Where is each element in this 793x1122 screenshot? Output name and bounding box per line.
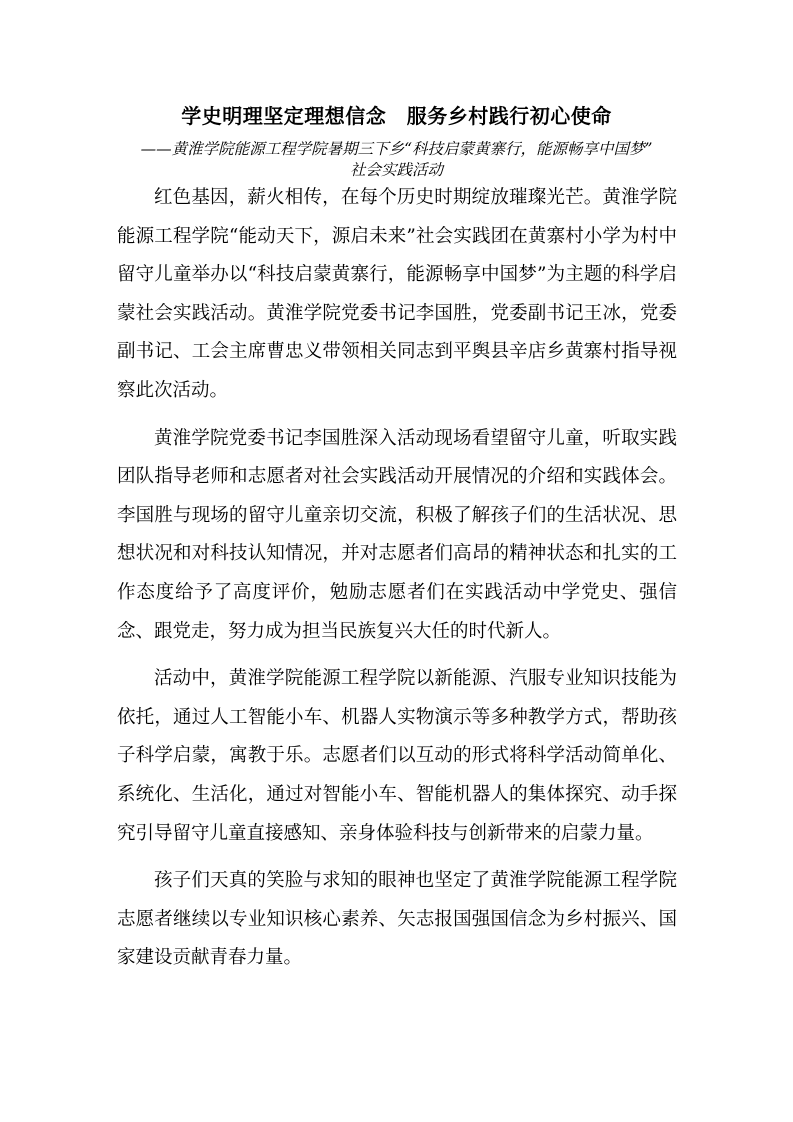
document-body: [117, 179, 677, 987]
document-subtitle-line1: ——黄淮学院能源工程学院暑期三下乡“科技启蒙黄寨行，能源畅享中国梦”: [140, 140, 653, 158]
document-subtitle-line2: 社会实践活动: [349, 161, 443, 179]
document-title: 学史明理坚定理想信念 服务乡村践行初心使命: [181, 104, 612, 128]
body-paragraph-4: 孩子们天真的笑脸与求知的眼神也坚定了黄淮学院能源工程学院志愿者继续以专业知识核心素养、矢志报国强国信念为乡村振兴、国家建设贡献青春力量。: [117, 870, 677, 969]
body-paragraph-1: 红色基因，薪火相传，在每个历史时期绽放璀璨光芒。黄淮学院能源工程学院“能动天下，源启未来”社会实践团在黄寨村小学为村中留守儿童举办以“科技启蒙黄寨行，能源畅享中国梦”为主题的科学启蒙社会实践活动。黄淮学院党委书记李国胜，党委副书记王冰，党委副书记、工会主席曹忠义带领相关同志到平舆县辛店乡黄寨村指导视察此次活动。: [117, 187, 677, 401]
body-paragraph-3: 活动中，黄淮学院能源工程学院以新能源、汽服专业知识技能为依托，通过人工智能小车、机器人实物演示等多种教学方式，帮助孩子科学启蒙，寓教于乐。志愿者们以互动的形式将科学活动简单化、系统化、生活化，通过对智能小车、智能机器人的集体探究、动手探究引导留守儿童直接感知、亲身体验科技与创新带来的启蒙力量。: [117, 668, 677, 844]
body-paragraph-2: 黄淮学院党委书记李国胜深入活动现场看望留守儿童，听取实践团队指导老师和志愿者对社会实践活动开展情况的介绍和实践体会。李国胜与现场的留守儿童亲切交流，积极了解孩子们的生活状况、思想状况和对科技认知情况，并对志愿者们高昂的精神状态和扎实的工作态度给予了高度评价，勉励志愿者们在实践活动中学党史、强信念、跟党走，努力成为担当民族复兴大任的时代新人。: [117, 427, 677, 642]
